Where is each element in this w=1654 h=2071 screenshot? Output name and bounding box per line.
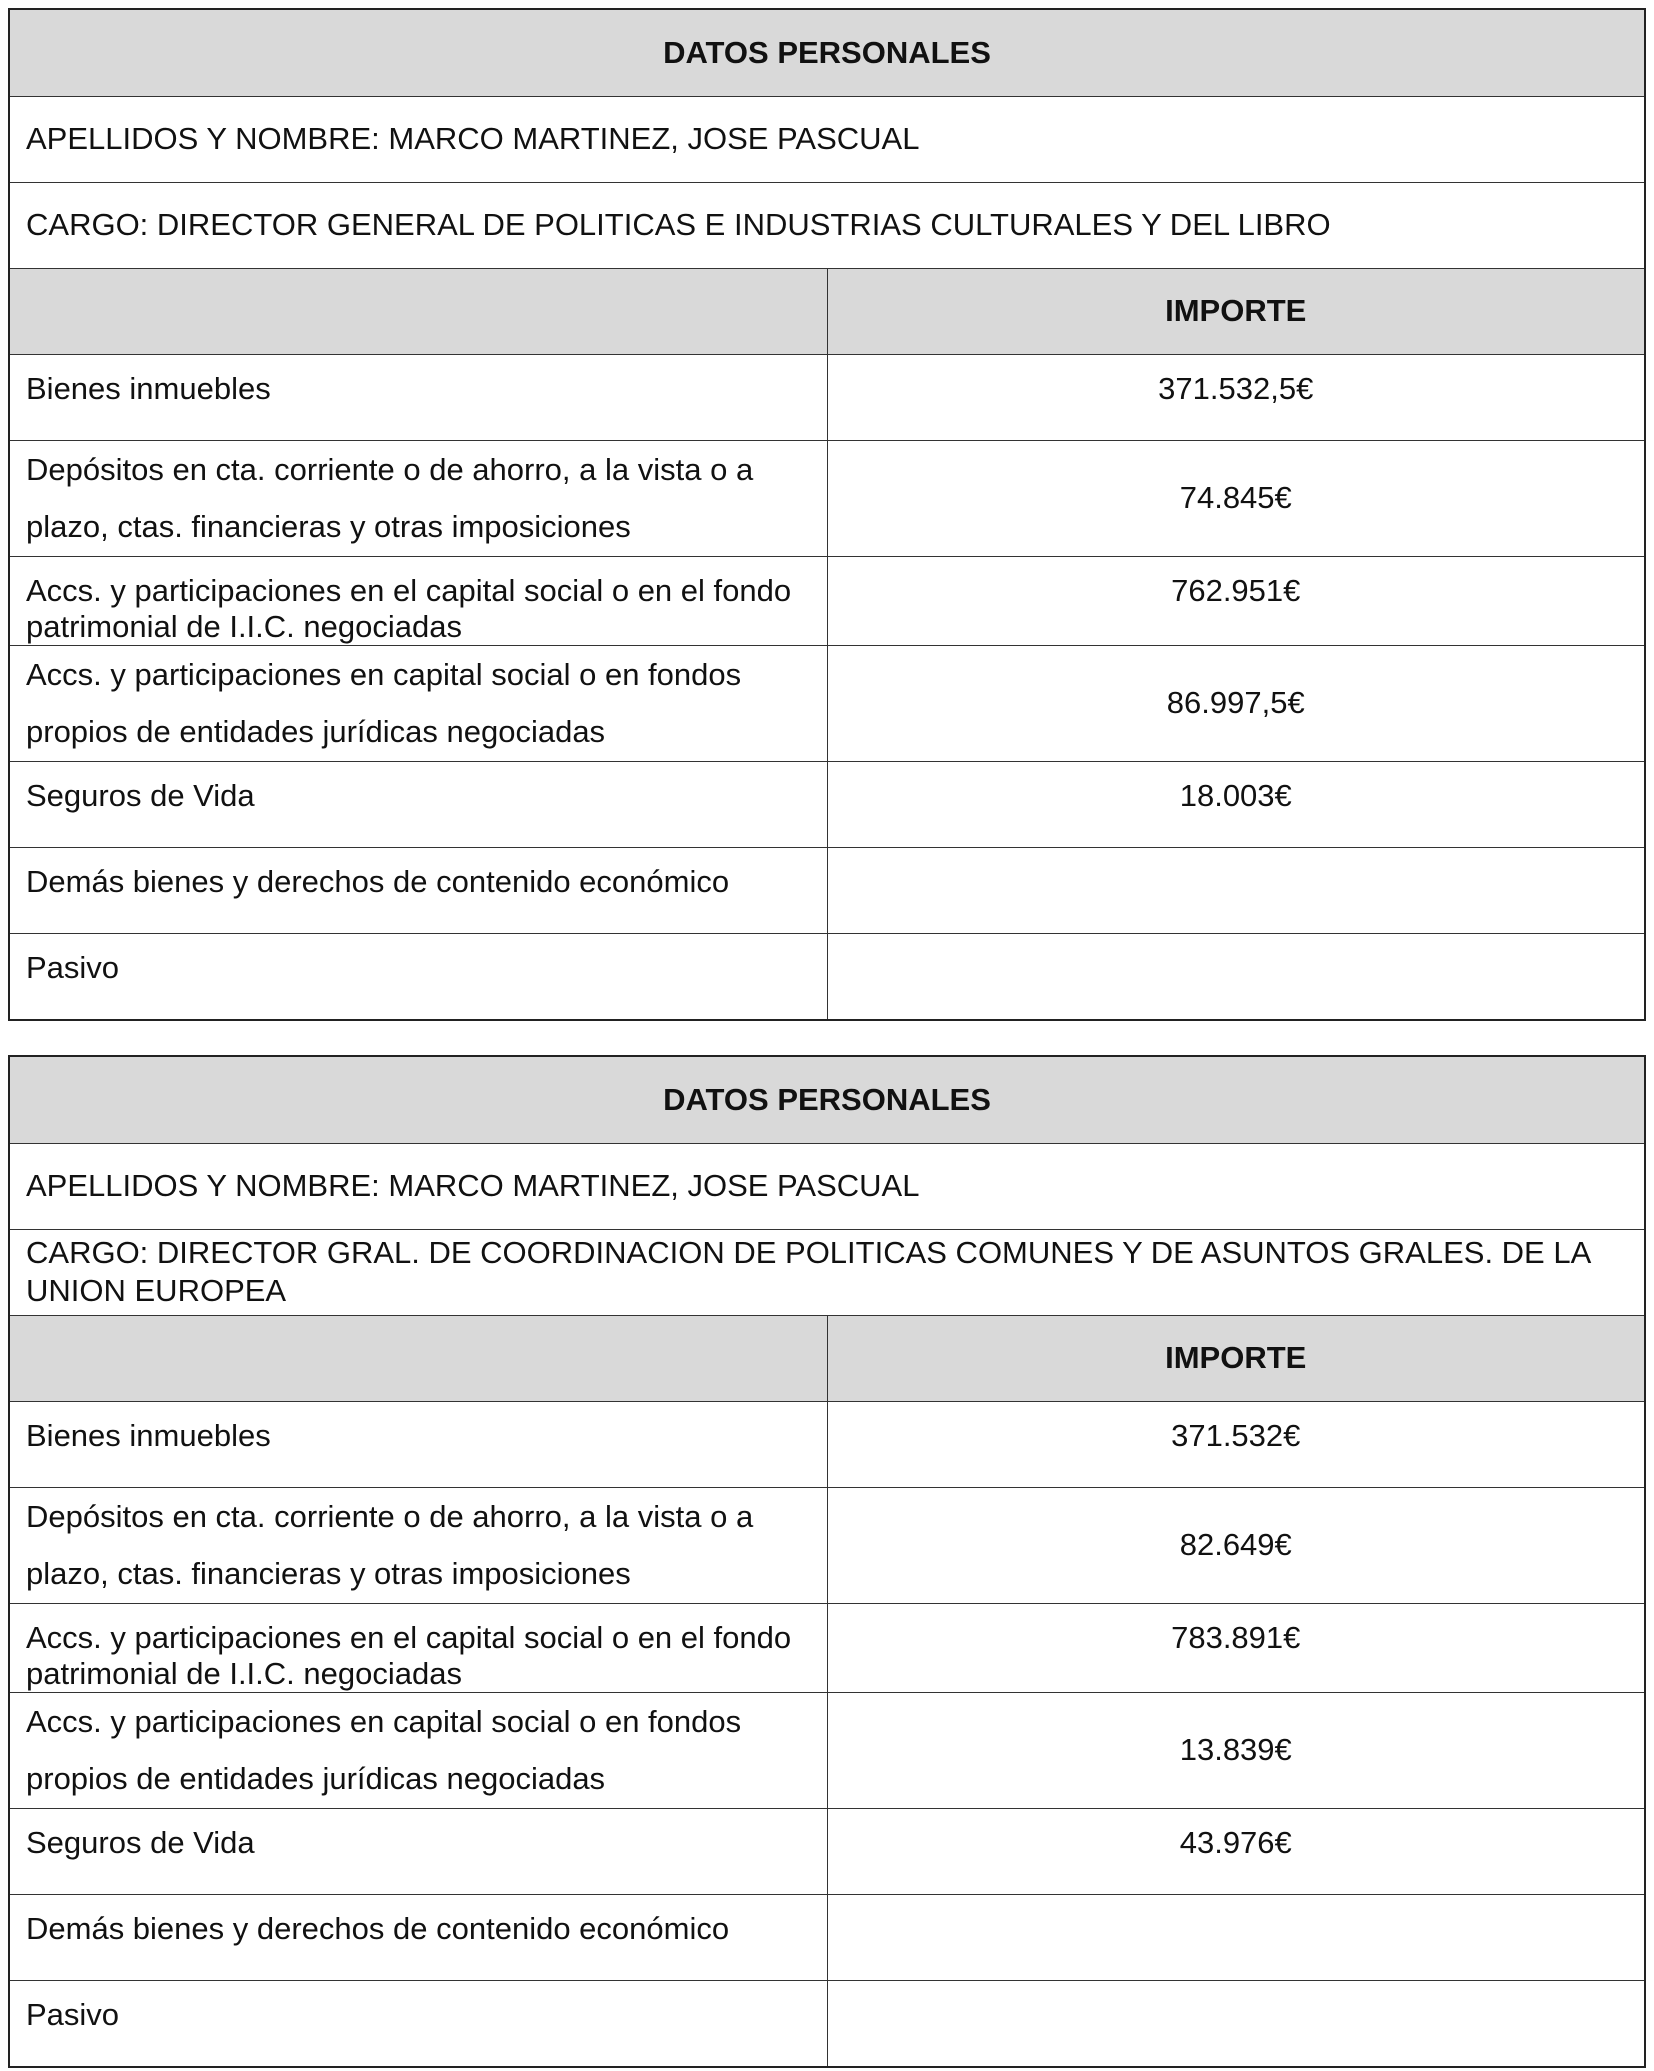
row-amount: 371.532€ bbox=[827, 1401, 1644, 1487]
row-label: Depósitos en cta. corriente o de ahorro, a la vista o a plazo, ctas. financieras y otras imposiciones bbox=[10, 440, 827, 556]
declaration-block-2 bbox=[8, 1055, 1646, 2068]
row-amount: 13.839€ bbox=[827, 1692, 1644, 1808]
row-amount: 86.997,5€ bbox=[827, 645, 1644, 761]
table-row bbox=[10, 440, 1644, 556]
name-field: APELLIDOS Y NOMBRE: MARCO MARTINEZ, JOSE PASCUAL bbox=[10, 96, 1644, 182]
row-amount: 371.532,5€ bbox=[827, 354, 1644, 440]
declaration-block-1 bbox=[8, 8, 1646, 1021]
table-row bbox=[10, 556, 1644, 645]
table-row bbox=[10, 933, 1644, 1019]
name-field: APELLIDOS Y NOMBRE: MARCO MARTINEZ, JOSE PASCUAL bbox=[10, 1143, 1644, 1229]
row-amount bbox=[827, 1980, 1644, 2066]
section-header: DATOS PERSONALES bbox=[10, 10, 1644, 96]
table-row bbox=[10, 1980, 1644, 2066]
row-label: Demás bienes y derechos de contenido económico bbox=[10, 1894, 827, 1980]
row-label: Bienes inmuebles bbox=[10, 1401, 827, 1487]
declaration-table bbox=[10, 10, 1644, 1019]
table-row bbox=[10, 1401, 1644, 1487]
cargo-field: CARGO: DIRECTOR GENERAL DE POLITICAS E INDUSTRIAS CULTURALES Y DEL LIBRO bbox=[10, 182, 1644, 268]
table-row bbox=[10, 1894, 1644, 1980]
row-label: Demás bienes y derechos de contenido económico bbox=[10, 847, 827, 933]
row-amount: 783.891€ bbox=[827, 1603, 1644, 1692]
table-row bbox=[10, 1692, 1644, 1808]
table-row bbox=[10, 354, 1644, 440]
row-amount: 43.976€ bbox=[827, 1808, 1644, 1894]
table-row bbox=[10, 847, 1644, 933]
row-label: Pasivo bbox=[10, 1980, 827, 2066]
table-row bbox=[10, 645, 1644, 761]
declaration-table bbox=[10, 1057, 1644, 2066]
row-amount bbox=[827, 933, 1644, 1019]
row-label: Accs. y participaciones en el capital social o en el fondo patrimonial de I.I.C. negociadas bbox=[10, 556, 827, 645]
table-row bbox=[10, 1603, 1644, 1692]
row-label: Seguros de Vida bbox=[10, 1808, 827, 1894]
row-label: Pasivo bbox=[10, 933, 827, 1019]
row-amount bbox=[827, 1894, 1644, 1980]
table-row bbox=[10, 1808, 1644, 1894]
cargo-field: CARGO: DIRECTOR GRAL. DE COORDINACION DE POLITICAS COMUNES Y DE ASUNTOS GRALES. DE LA UNION EUROPEA bbox=[10, 1229, 1644, 1315]
section-header: DATOS PERSONALES bbox=[10, 1057, 1644, 1143]
row-label: Accs. y participaciones en el capital social o en el fondo patrimonial de I.I.C. negociadas bbox=[10, 1603, 827, 1692]
row-amount: 762.951€ bbox=[827, 556, 1644, 645]
row-label: Seguros de Vida bbox=[10, 761, 827, 847]
row-amount: 18.003€ bbox=[827, 761, 1644, 847]
row-label: Accs. y participaciones en capital social o en fondos propios de entidades jurídicas negociadas bbox=[10, 645, 827, 761]
column-header-blank bbox=[10, 1315, 827, 1401]
column-header-blank bbox=[10, 268, 827, 354]
row-amount bbox=[827, 847, 1644, 933]
column-header-importe: IMPORTE bbox=[827, 268, 1644, 354]
row-amount: 82.649€ bbox=[827, 1487, 1644, 1603]
column-header-importe: IMPORTE bbox=[827, 1315, 1644, 1401]
row-amount: 74.845€ bbox=[827, 440, 1644, 556]
table-row bbox=[10, 1487, 1644, 1603]
row-label: Bienes inmuebles bbox=[10, 354, 827, 440]
table-row bbox=[10, 761, 1644, 847]
row-label: Accs. y participaciones en capital social o en fondos propios de entidades jurídicas negociadas bbox=[10, 1692, 827, 1808]
row-label: Depósitos en cta. corriente o de ahorro, a la vista o a plazo, ctas. financieras y otras imposiciones bbox=[10, 1487, 827, 1603]
